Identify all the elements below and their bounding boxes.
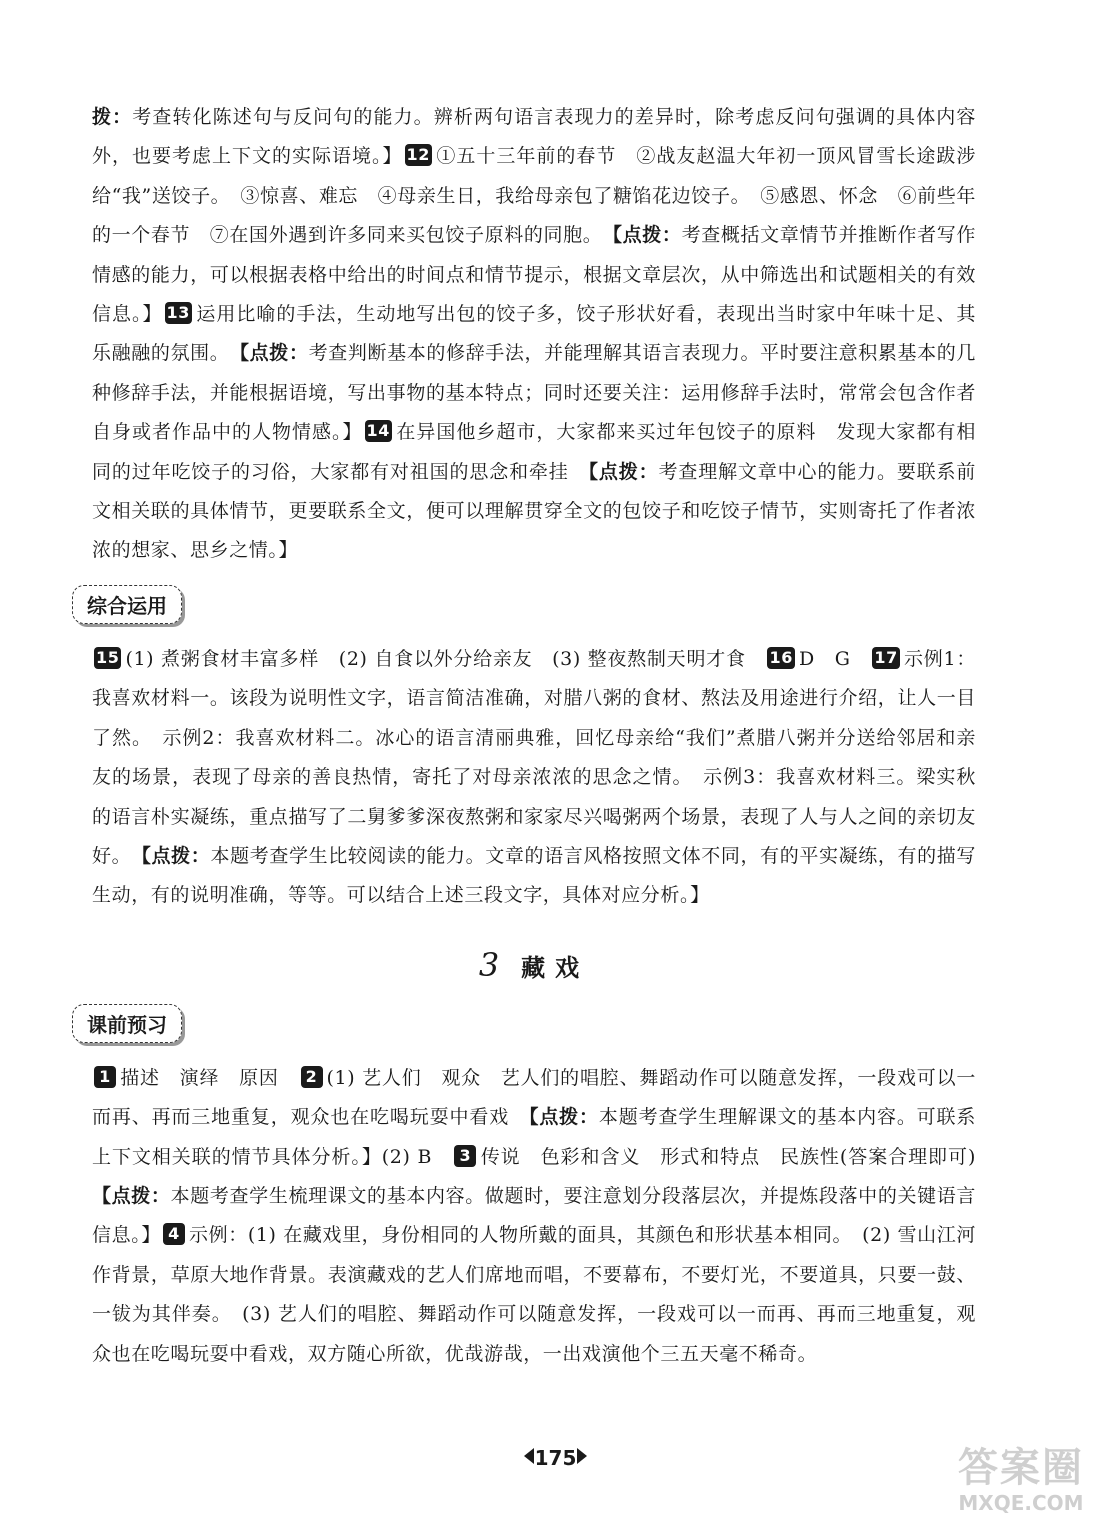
answer-block-reading xyxy=(92,98,976,571)
answer-text: ①五十三年前的春节 ②战友赵温大年初一顶风冒雪长途跋涉给“我”送饺子。 ③惊喜、难忘 ④母亲生日，我给母亲包了糖馅花边饺子。 ⑤感恩、怀念 ⑥前些年的一个春节 ⑦在国外遇到许多同来买包饺子原料的同胞。 xyxy=(92,145,976,247)
watermark-url: MXQE.COM xyxy=(958,1491,1084,1515)
tip-text: 本题考查学生比较阅读的能力。文章的语言风格按照文体不同，有的平实凝练，有的描写生动，有的说明准确，等等。可以结合上述三段文字，具体对应分析。】 xyxy=(92,844,977,907)
question-number-badge: 13 xyxy=(166,303,190,323)
triangle-right-icon xyxy=(577,1448,587,1464)
answer-text: 示例1：我喜欢材料一。该段为说明性文字，语言简洁准确，对腊八粥的食材、熬法及用途进行介绍，让人一目了然。 示例2：我喜欢材料二。冰心的语言清丽典雅，回忆母亲给“我们”煮腊八粥并分送给邻居和亲友的场景，表现了母亲的善良热情，寄托了对母亲浓浓的思念之情。 示例3：我喜欢材料三。梁实秋的语言朴实凝练，重点描写了二舅爹爹深夜熬粥和家家尽兴喝粥两个场景，表现了人与人之间的亲切友好。 xyxy=(92,647,976,867)
tip-text: 本题考查学生理解课文的基本内容。可联系上下文相关联的情节具体分析。】(2) B xyxy=(92,1106,977,1168)
section-header-wrap xyxy=(72,1004,976,1043)
question-number-badge: 14 xyxy=(366,421,390,441)
question-number-badge: 12 xyxy=(406,145,430,165)
answer-text: 示例：(1) 在藏戏里，身份相同的人物所戴的面具，其颜色和形状基本相同。 (2) 雪山江河作背景，草原大地作背景。表演藏戏的艺人们席地而唱，不要幕布，不要灯光，不要道具，只要一鼓、一钹为其伴奏。 (3) 艺人们的唱腔、舞蹈动作可以随意发挥，一段戏可以一而再、再而三地重复，观众也在吃喝玩耍中看戏，双方随心所欲，优哉游哉，一出戏演他个三五天毫不稀奇。 xyxy=(92,1224,976,1365)
question-number-badge: 17 xyxy=(874,647,898,667)
section-heading-comprehensive: 综合运用 xyxy=(72,585,182,624)
section-header-wrap xyxy=(72,585,976,624)
watermark-text: 答案圈 xyxy=(958,1445,1084,1491)
tip-lead: 拨： xyxy=(92,106,133,128)
question-number-badge: 4 xyxy=(163,1223,185,1245)
answer-text: D G xyxy=(798,647,871,670)
chapter-title xyxy=(92,946,976,984)
triangle-left-icon xyxy=(524,1448,534,1464)
question-number-badge: 16 xyxy=(769,647,793,667)
answer-text: 考查转化陈述句与反问句的能力。辨析两句语言表现力的差异时，除考虑反问句强调的具体内容外，也要考虑上下文的实际语境。】 xyxy=(92,106,977,168)
tip-label: 【点拨： xyxy=(239,342,309,365)
answer-text: (1) 艺人们 观众 艺人们的唱腔、舞蹈动作可以随意发挥，一段戏可以一而再、再而三地重复，观众也在吃喝玩耍中看戏 xyxy=(92,1066,976,1129)
tip-text: 考查理解文章中心的能力。要联系前文相关联的具体情节，更要联系全文，便可以理解贯穿全文的包饺子和吃饺子情节，实则寄托了作者浓浓的想家、思乡之情。】 xyxy=(92,460,976,562)
answer-page xyxy=(87,98,996,1374)
tip-label: 【点拨： xyxy=(612,224,682,247)
answer-text: (1) 煮粥食材丰富多样 (2) 自食以外分给亲友 (3) 整夜熬制天明才食 xyxy=(125,647,766,670)
answer-text: 运用比喻的手法，生动地写出包的饺子多，饺子形状好看，表现出当时家中年味十足、其乐融融的氛围。 xyxy=(92,303,977,365)
answer-text: 传说 色彩和含义 形式和特点 民族性(答案合理即可) xyxy=(480,1145,996,1168)
question-number-badge: 3 xyxy=(454,1145,476,1167)
tip-label: 【点拨： xyxy=(92,1184,171,1207)
tip-text: 考查概括文章情节并推断作者写作情感的能力，可以根据表格中给出的时间点和情节提示，根据文章层次，从中筛选出和试题相关的有效信息。】 xyxy=(92,224,976,326)
answer-text: 描述 演绎 原因 xyxy=(120,1066,299,1089)
page-number: 175 xyxy=(534,1446,577,1470)
answer-text: 在异国他乡超市，大家都来买过年包饺子的原料 发现大家都有相同的过年吃饺子的习俗，大家都有对祖国的思念和牵挂 xyxy=(92,421,976,483)
answer-block-comprehensive xyxy=(92,640,976,916)
tip-text: 本题考查学生梳理课文的基本内容。做题时，要注意划分段落层次，并提炼段落中的关键语言信息。】 xyxy=(92,1184,976,1247)
question-number-badge: 1 xyxy=(94,1066,116,1088)
watermark-logo xyxy=(941,1444,1101,1524)
tip-text: 考查判断基本的修辞手法，并能理解其语言表现力。平时要注意积累基本的几种修辞手法，并能根据语境，写出事物的基本特点；同时还要关注：运用修辞手法时，常常会包含作者自身或者作品中的人物情感。】 xyxy=(92,342,976,444)
answer-block-preview xyxy=(92,1059,996,1374)
tip-label: 【点拨： xyxy=(141,844,211,867)
section-heading-preview: 课前预习 xyxy=(72,1004,182,1043)
question-number-badge: 15 xyxy=(96,647,120,667)
chapter-name: 藏戏 xyxy=(521,952,590,982)
question-number-badge: 2 xyxy=(301,1066,323,1088)
tip-label: 【点拨： xyxy=(528,1106,599,1129)
tip-label: 【点拨： xyxy=(588,460,659,483)
chapter-number: 3 xyxy=(478,945,510,984)
